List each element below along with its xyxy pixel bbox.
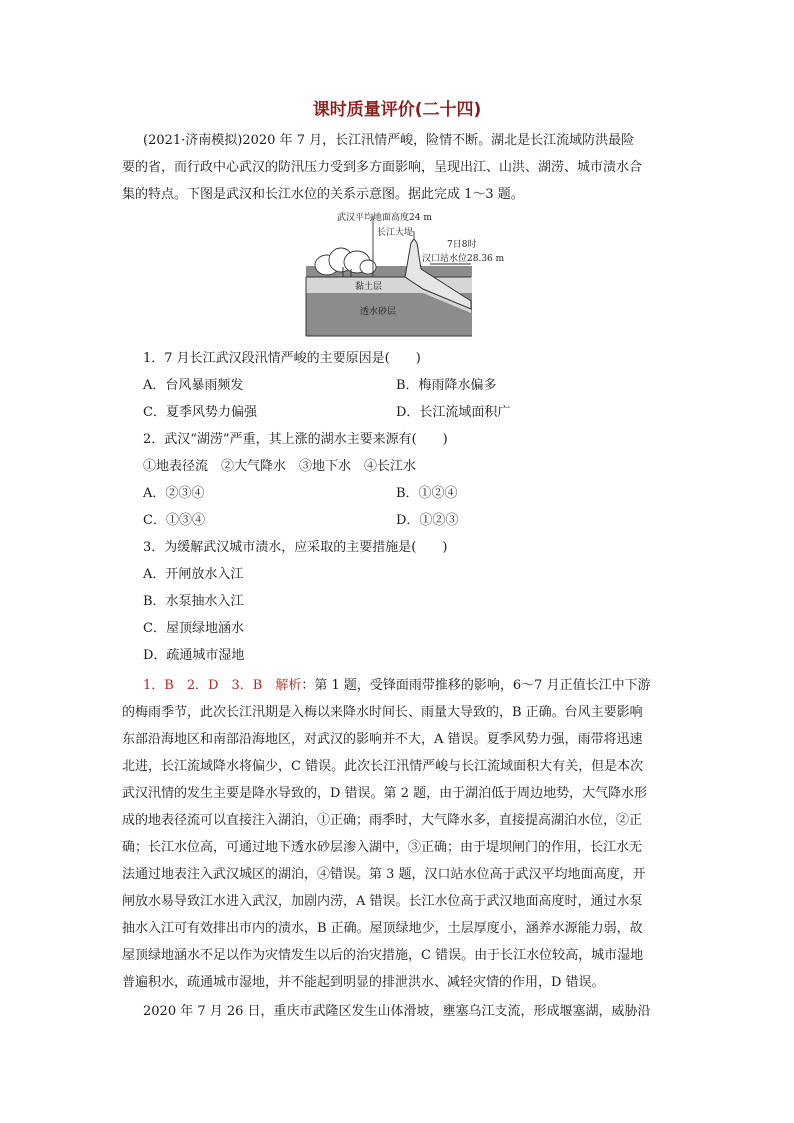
intro-line-1: (2021·济南模拟)2020 年 7 月，长江汛情严峻，险情不断。湖北是长江流域防洪最险 — [143, 133, 635, 148]
answer-line: 普遍积水，疏通城市湿地，并不能起到明显的排泄洪水、减轻灾情的作用，D 错误。 — [122, 975, 605, 990]
q1-stem: 1．7 月长江武汉段汛情严峻的主要原因是( ) — [143, 351, 421, 366]
page-title: 课时质量评价(二十四) — [312, 100, 482, 120]
answer-line: 确；长江水位高，可通过地下透水砂层渗入湖中，③正确；由于堤坝闸门的作用，长江水无 — [122, 840, 643, 855]
answer-line: 闸放水易导致江水进入武汉，加剧内涝，A 错误。长江水位高于武汉地面高度时，通过水泵 — [122, 894, 643, 909]
q3-option-c: C．屋顶绿地涵水 — [143, 621, 244, 636]
label-time: 7日8时 — [447, 240, 477, 250]
q3-option-a: A．开闸放水入江 — [143, 567, 244, 582]
label-sand: 透水砂层 — [360, 307, 397, 317]
q2-option-b: B．①②④ — [396, 486, 458, 501]
intro-line-2: 要的省，而行政中心武汉的防汛压力受到多方面影响，呈现出江、山洪、湖涝、城市渍水合 — [122, 160, 643, 175]
q2-stem: 2．武汉“湖涝”严重，其上涨的湖水主要来源有( ) — [143, 432, 448, 447]
label-clay: 黏土层 — [355, 282, 383, 292]
answer-line: 武汉汛情的发生主要是降水导致的，D 错误。第 2 题，由于湖泊低于周边地势，大气降水形 — [122, 786, 648, 801]
label-station: 汉口站水位28.36 m — [422, 254, 505, 264]
answer-label: 解析 — [275, 678, 302, 693]
q1-option-a: A．台风暴雨频发 — [143, 378, 244, 393]
answer-line: 北进，长江流域降水将偏少，C 错误。此次长江汛情严峻与长江流域面积大有关，但是本次 — [122, 759, 644, 774]
intro-line-3: 集的特点。下图是武汉和长江水位的关系示意图。据此完成 1～3 题。 — [122, 187, 524, 202]
q1-option-b: B．梅雨降水偏多 — [396, 378, 497, 393]
answer-line: 的梅雨季节，此次长江汛期是入梅以来降水时间长、雨量大导致的，B 正确。台风主要影响 — [122, 705, 643, 720]
wuhan-water-level-diagram — [305, 209, 505, 337]
q3-stem: 3．为缓解武汉城市渍水，应采取的主要措施是( ) — [143, 540, 448, 555]
next-paragraph: 2020 年 7 月 26 日，重庆市武隆区发生山体滑坡，壅塞乌江支流，形成堰塞湖，威胁沿 — [143, 1004, 651, 1019]
q2-option-a: A．②③④ — [143, 486, 205, 501]
answer-line: 屋顶绿地涵水不足以作为灾情发生以后的治灾措施，C 错误。由于长江水位较高，城市湿地 — [122, 948, 644, 963]
q2-option-c: C．①③④ — [143, 513, 205, 528]
q3-option-d: D．疏通城市湿地 — [143, 648, 245, 663]
answer-text: ：第 1 题，受锋面雨带推移的影响，6～7 月正值长江中下游 — [301, 678, 651, 693]
answer-line: 成的地表径流可以直接注入湖泊，①正确；雨季时，大气降水多，直接提高湖泊水位，②正 — [122, 813, 643, 828]
label-ground-height: 武汉平均地面高度24 m — [337, 213, 432, 223]
q1-option-c: C．夏季风势力偏强 — [143, 405, 257, 420]
label-levee: 长江大堤 — [377, 228, 414, 238]
answer-keys: 1．B 2．D 3．B — [143, 678, 263, 693]
answer-line: 法通过地表注入武汉城区的湖泊，④错误。第 3 题，汉口站水位高于武汉平均地面高度，开 — [122, 867, 646, 882]
q2-option-d: D．①②③ — [396, 513, 459, 528]
answer-first-line — [143, 677, 651, 695]
answer-line: 抽水入江可有效排出市内的渍水，B 正确。屋顶绿地少，土层厚度小，涵养水源能力弱，故 — [122, 921, 643, 936]
q1-option-d: D．长江流域面积广 — [396, 405, 511, 420]
answer-line: 东部沿海地区和南部沿海地区，对武汉的影响并不大，A 错误。夏季风势力强，雨带将迅速 — [122, 732, 643, 747]
q2-items: ①地表径流 ②大气降水 ③地下水 ④长江水 — [143, 459, 417, 474]
q3-option-b: B．水泵抽水入江 — [143, 594, 244, 609]
